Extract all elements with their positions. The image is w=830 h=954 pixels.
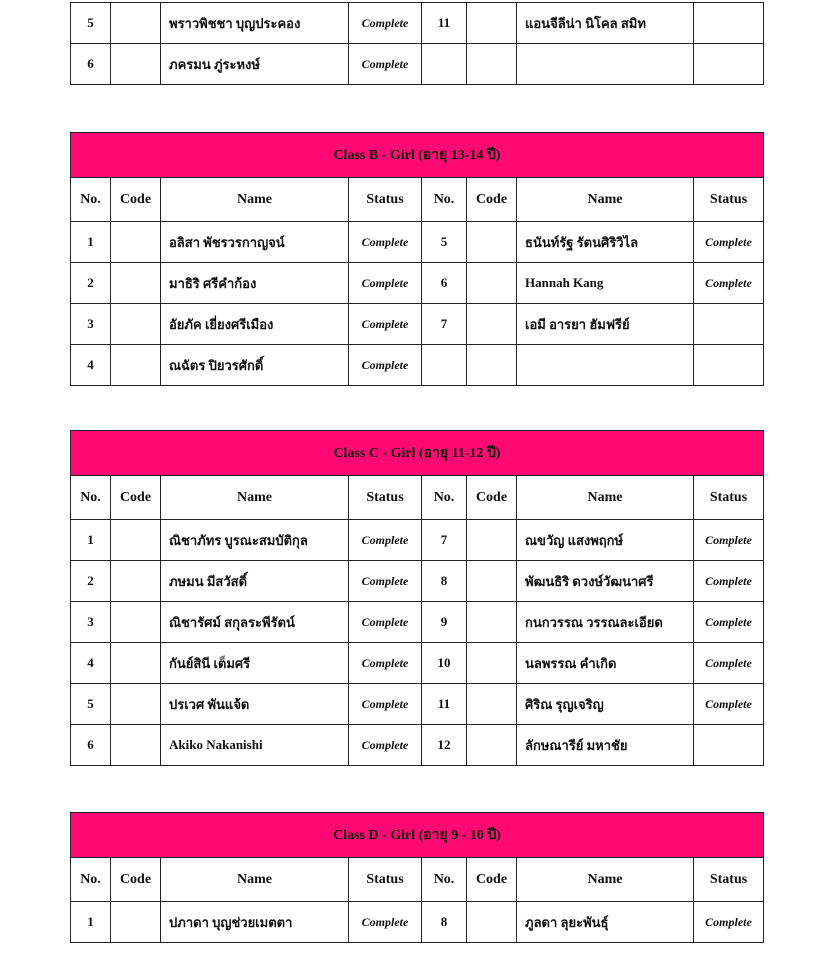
entry-status: Complete: [349, 345, 422, 386]
entry-name: [517, 345, 694, 386]
column-header-name: Name: [161, 178, 349, 222]
table-row: [71, 222, 764, 263]
entry-number: 5: [422, 222, 467, 263]
entry-name: ศิริณ รุญเจริญ: [517, 684, 694, 725]
column-header-no: No.: [71, 858, 111, 902]
entry-name: อลิสา พัชรวรกาญจน์: [161, 222, 349, 263]
table-row: [71, 602, 764, 643]
entry-code: [111, 222, 161, 263]
entry-name: แอนจีลีน่า นิโคล สมิท: [517, 3, 694, 44]
entry-name: พัฒนธิริ ดวงษ์วัฒนาศรี: [517, 561, 694, 602]
entry-code: [467, 725, 517, 766]
column-header-status: Status: [694, 858, 764, 902]
entry-status: Complete: [349, 222, 422, 263]
table-row: [71, 520, 764, 561]
entry-code: [467, 345, 517, 386]
entry-number: 5: [71, 3, 111, 44]
entry-code: [467, 3, 517, 44]
column-header-no: No.: [422, 858, 467, 902]
entry-name: [517, 44, 694, 85]
entry-number: 5: [71, 684, 111, 725]
entry-status: Complete: [349, 725, 422, 766]
entry-number: 10: [422, 643, 467, 684]
entry-name: ณขวัญ แสงพฤกษ์: [517, 520, 694, 561]
table-row: [71, 561, 764, 602]
table-row: [71, 643, 764, 684]
table-row: [71, 345, 764, 386]
entry-code: [111, 263, 161, 304]
entry-number: 3: [71, 602, 111, 643]
entry-status: Complete: [349, 902, 422, 943]
table-row: [71, 263, 764, 304]
entry-status: [694, 3, 764, 44]
column-header-name: Name: [517, 858, 694, 902]
column-header-no: No.: [71, 178, 111, 222]
entry-name: ณิชารัศม์ สกุลระพีรัตน์: [161, 602, 349, 643]
entry-number: [422, 44, 467, 85]
entry-code: [111, 44, 161, 85]
entry-status: Complete: [694, 263, 764, 304]
entry-name: เอมี อารยา ฮัมฟรีย์: [517, 304, 694, 345]
entry-name: ภครมน ภู่ระหงษ์: [161, 44, 349, 85]
entry-number: 12: [422, 725, 467, 766]
entry-status: Complete: [694, 684, 764, 725]
table-body: [71, 520, 764, 766]
table-row: [71, 725, 764, 766]
entry-status: Complete: [694, 602, 764, 643]
entry-number: 8: [422, 902, 467, 943]
class-title: Class B - Girl (อายุ 13-14 ปี): [71, 133, 764, 178]
entry-name: ณฉัตร ปิยวรศักดิ์: [161, 345, 349, 386]
column-header-code: Code: [111, 476, 161, 520]
registration-table-continued: [70, 2, 764, 85]
entry-code: [111, 561, 161, 602]
entry-status: Complete: [349, 44, 422, 85]
entry-code: [111, 902, 161, 943]
entry-number: 1: [71, 520, 111, 561]
class-c-table: [70, 430, 764, 766]
entry-code: [111, 643, 161, 684]
column-header-status: Status: [349, 858, 422, 902]
entry-number: 1: [71, 222, 111, 263]
entry-code: [467, 44, 517, 85]
column-header-status: Status: [694, 476, 764, 520]
entry-number: 11: [422, 3, 467, 44]
entry-status: Complete: [694, 561, 764, 602]
entry-number: [422, 345, 467, 386]
entry-code: [111, 725, 161, 766]
entry-name: ลักษณารีย์ มหาชัย: [517, 725, 694, 766]
entry-number: 4: [71, 345, 111, 386]
entry-status: [694, 304, 764, 345]
entry-name: ธนันท์รัฐ รัตนศิริวิไล: [517, 222, 694, 263]
entry-code: [467, 684, 517, 725]
entry-code: [111, 3, 161, 44]
entry-status: Complete: [349, 684, 422, 725]
entry-number: 2: [71, 263, 111, 304]
entry-number: 6: [422, 263, 467, 304]
entry-name: ณิชาภัทร บูรณะสมบัติกุล: [161, 520, 349, 561]
table-row: [71, 304, 764, 345]
class-title: Class C - Girl (อายุ 11-12 ปี): [71, 431, 764, 476]
entry-status: Complete: [694, 643, 764, 684]
entry-code: [467, 602, 517, 643]
entry-name: พราวพิชชา บุญประคอง: [161, 3, 349, 44]
entry-code: [467, 902, 517, 943]
column-header-name: Name: [517, 476, 694, 520]
entry-status: Complete: [349, 602, 422, 643]
column-header-code: Code: [467, 858, 517, 902]
entry-number: 7: [422, 304, 467, 345]
entry-name: อัยภัค เยี่ยงศรีเมือง: [161, 304, 349, 345]
entry-name: กันย์สินี เต็มศรี: [161, 643, 349, 684]
entry-status: Complete: [349, 263, 422, 304]
entry-name: นลพรรณ คำเกิด: [517, 643, 694, 684]
entry-code: [111, 520, 161, 561]
column-header-name: Name: [161, 858, 349, 902]
entry-name: กนกวรรณ วรรณละเอียด: [517, 602, 694, 643]
entry-code: [111, 345, 161, 386]
column-header-code: Code: [467, 178, 517, 222]
entry-name: มาธิริ ศรีคำก้อง: [161, 263, 349, 304]
table-body: [71, 222, 764, 386]
entry-name: ภูลดา ลุยะพันธุ์: [517, 902, 694, 943]
entry-number: 6: [71, 44, 111, 85]
entry-code: [111, 684, 161, 725]
table-row: [71, 902, 764, 943]
entry-code: [467, 263, 517, 304]
column-header-code: Code: [111, 178, 161, 222]
table-row: [71, 684, 764, 725]
entry-name: ปภาดา บุญช่วยเมตตา: [161, 902, 349, 943]
entry-number: 7: [422, 520, 467, 561]
entry-status: Complete: [694, 902, 764, 943]
entry-number: 3: [71, 304, 111, 345]
column-header-name: Name: [517, 178, 694, 222]
class-title: Class D - Girl (อายุ 9 - 10 ปี): [71, 813, 764, 858]
entry-number: 2: [71, 561, 111, 602]
entry-code: [467, 520, 517, 561]
entry-status: [694, 345, 764, 386]
entry-status: Complete: [349, 561, 422, 602]
entry-code: [467, 643, 517, 684]
column-header-no: No.: [422, 476, 467, 520]
column-header-name: Name: [161, 476, 349, 520]
entry-number: 6: [71, 725, 111, 766]
column-header-status: Status: [694, 178, 764, 222]
entry-number: 4: [71, 643, 111, 684]
entry-status: [694, 725, 764, 766]
column-header-code: Code: [467, 476, 517, 520]
entry-number: 11: [422, 684, 467, 725]
column-header-status: Status: [349, 178, 422, 222]
entry-name: Hannah Kang: [517, 263, 694, 304]
table-body: [71, 902, 764, 943]
entry-number: 9: [422, 602, 467, 643]
entry-name: ภษมน มีสวัสดิ์: [161, 561, 349, 602]
entry-code: [111, 602, 161, 643]
class-b-table: [70, 132, 764, 386]
entry-code: [467, 304, 517, 345]
column-header-no: No.: [71, 476, 111, 520]
table-body: [71, 3, 764, 85]
class-d-table: [70, 812, 764, 943]
entry-number: 1: [71, 902, 111, 943]
entry-status: Complete: [349, 3, 422, 44]
entry-status: [694, 44, 764, 85]
column-header-status: Status: [349, 476, 422, 520]
entry-status: Complete: [694, 222, 764, 263]
entry-number: 8: [422, 561, 467, 602]
entry-name: ปรเวศ พันแจ้ด: [161, 684, 349, 725]
entry-name: Akiko Nakanishi: [161, 725, 349, 766]
entry-code: [467, 222, 517, 263]
entry-code: [111, 304, 161, 345]
column-header-code: Code: [111, 858, 161, 902]
entry-status: Complete: [349, 520, 422, 561]
column-header-no: No.: [422, 178, 467, 222]
table-row: [71, 44, 764, 85]
table-row: [71, 3, 764, 44]
entry-code: [467, 561, 517, 602]
entry-status: Complete: [349, 304, 422, 345]
entry-status: Complete: [694, 520, 764, 561]
entry-status: Complete: [349, 643, 422, 684]
